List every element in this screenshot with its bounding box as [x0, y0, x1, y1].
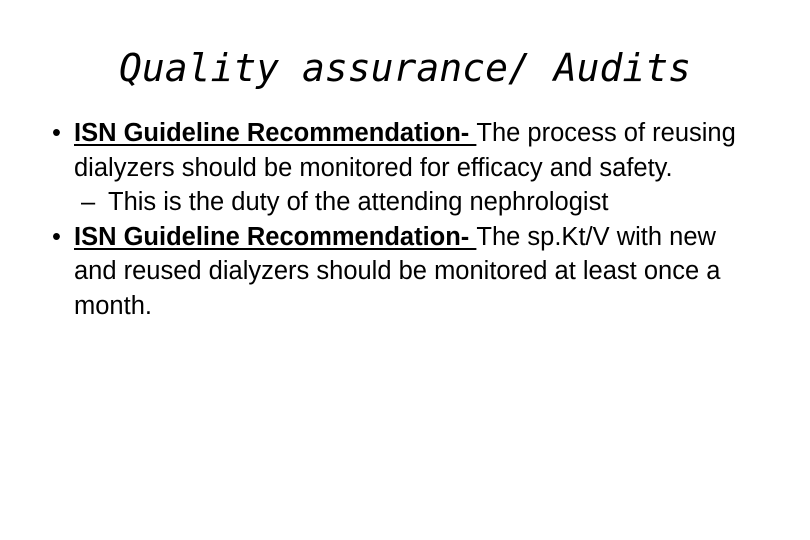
dash-icon: – [81, 188, 96, 216]
bullet-icon: • [52, 222, 61, 251]
bullet-icon: • [52, 119, 61, 147]
sub-bullet-text: This is the duty of the attending nephrologist [108, 188, 609, 216]
slide-title: Quality assurance/ Audits [119, 46, 691, 90]
slide-content [48, 116, 748, 323]
bullet-lead: ISN Guideline Recommendation- [74, 119, 477, 147]
sub-bullet-item-1 [48, 185, 748, 220]
bullet-text: The process of reusing dialyzers should be monitored for efficacy and safety. [74, 119, 736, 182]
bullet-text: The sp.Kt/V with new and reused dialyzers should be monitored at least once a month. [74, 222, 721, 320]
bullet-item-2 [48, 220, 748, 324]
bullet-item-1 [48, 116, 748, 185]
bullet-lead: ISN Guideline Recommendation- [74, 222, 477, 251]
